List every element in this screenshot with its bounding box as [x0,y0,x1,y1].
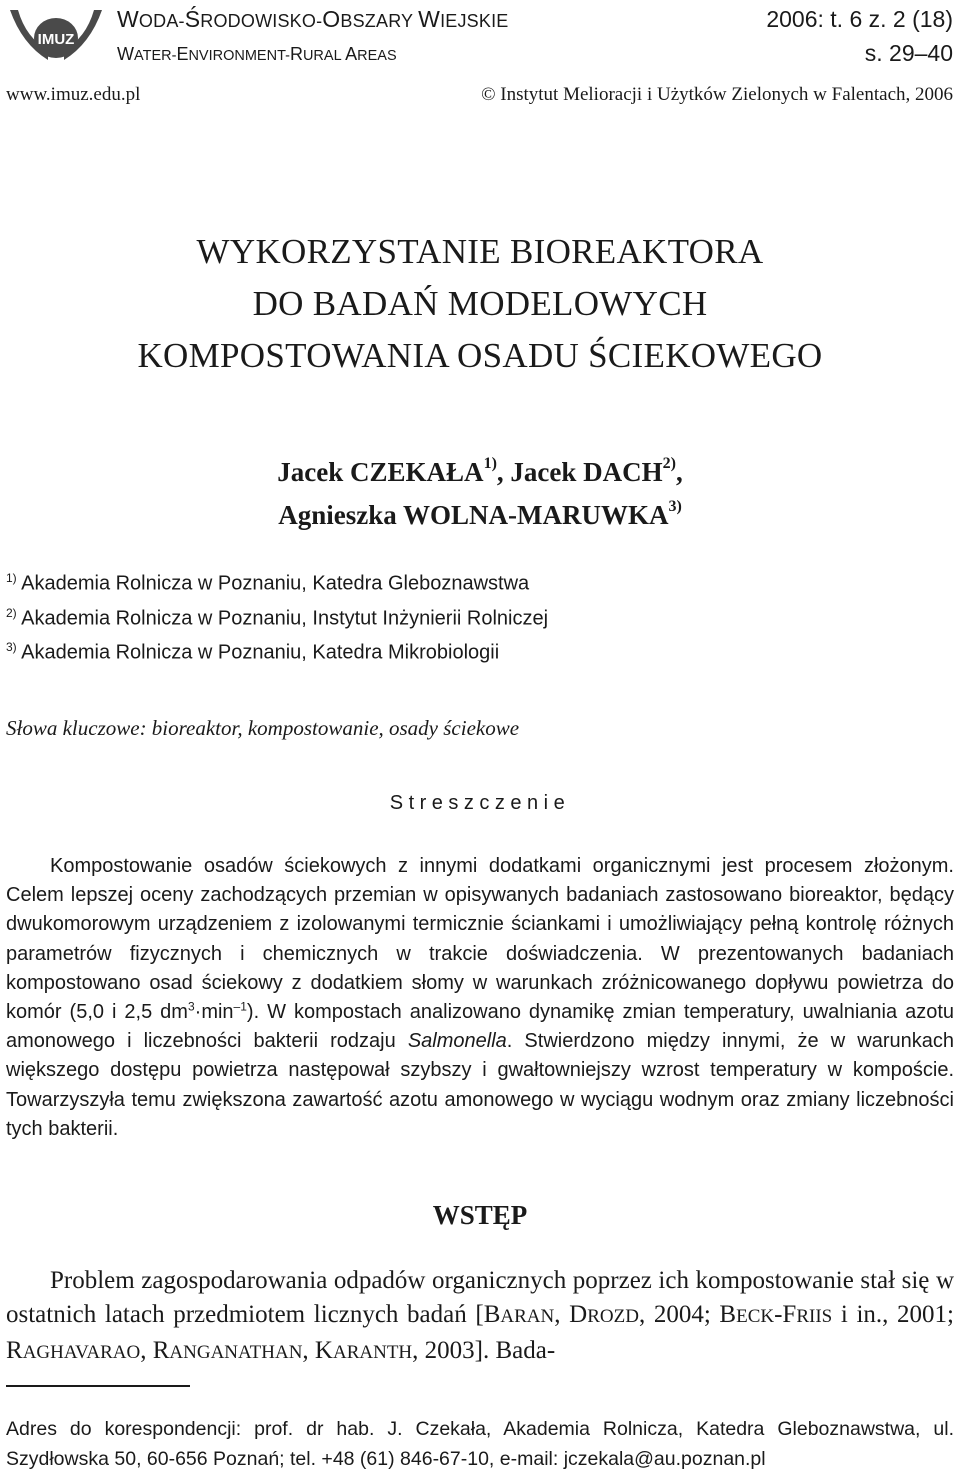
footnote-rule [6,1385,190,1387]
affiliation-item: $^{3)}$ Akademia Rolnicza w Poznaniu, Katedra Mikrobiologii [6,640,500,664]
author-line-2 [0,491,960,534]
title-line: DO BADAŃ MODELOWYCH [252,284,708,323]
affiliation-item: $^{1)}$ Akademia Rolnicza w Poznaniu, Katedra Gleboznawstwa [6,571,530,595]
abstract-heading: Streszczenie [389,792,571,814]
title-line: WYKORZYSTANIE BIOREAKTORA [196,232,764,271]
section-heading: WSTĘP [432,1200,528,1230]
author-name: Jacek DACH [510,457,663,487]
affiliations [6,564,548,668]
intro-paragraph: Problem zagospodarowania odpadów organicznych poprzez ich kompostowanie stał się w ostatnich latach przedmiotem licznych badań [BARAN, DROZD, 2004; BECK-FRIIS i in., 2001; RAGHAVARAO, RANGANATHAN, KARANTH, 2003]. Bada- [6,1267,954,1364]
imuz-logo [8,4,104,62]
affiliation-item: $^{2)}$ Akademia Rolnicza w Poznaniu, Instytut Inżynierii Rolniczej [6,605,549,630]
keywords: Słowa kluczowe: bioreaktor, kompostowanie, osady ściekowe [6,716,520,740]
affiliation-marker: 2) [662,455,676,472]
title-line: KOMPOSTOWANIA OSADU ŚCIEKOWEGO [137,336,823,375]
correspondence-address: Adres do korespondencji: prof. dr hab. J. Czekała, Akademia Rolnicza, Katedra Gleboznawstwa, ul. Szydłowska 50, 60-656 Poznań; tel. +48 (61) 846-67-10, e-mail: jczekala@au.poznan.pl [6,1418,954,1470]
issue-info: 2006: t. 6 z. 2 (18) [766,6,953,32]
affiliation-marker: 3) [668,498,682,515]
author-list [0,448,960,534]
author-line-1: Jacek CZEKAŁA$^{1)}$, Jacek DACH$^{2)}$, [277,455,683,487]
author-name: Agnieszka WOLNA-MARUWKA [278,500,669,530]
abstract-text: Kompostowanie osadów ściekowych z innymi dodatkami organicznymi jest procesem złożonym. Celem lepszej oceny zachodzących przemian w opisywanych badaniach zastosowano bioreaktor, będący dwukomorowym urządzeniem z izolowanymi termicznie ściankami i umożliwiający pełną kontrolę różnych parametrów fizycznych i chemicznych w trakcie doświadczenia. W prezentowanych badaniach kompostowano osad ściekowy z dodatkiem słomy w warunkach zróżnicowanego dopływu powietrza do komór (5,0 i 2,5 $dm^3\cdot\min^{-1}$). W kompostach analizowano dynamikę zmian temperatury, uwalniania azotu amonowego i liczebności bakterii rodzaju Salmonella. Stwierdzono między innymi, że w warunkach większego dostępu powietrza następował szybszy i gwałtowniejszy wzrost temperatury w kompoście. Towarzyszyła temu zwiększona zawartość azotu amonowego w wyciągu wodnym oraz zmiany liczebności tych bakterii. [6,855,954,1140]
journal-url[interactable]: www.imuz.edu.pl [6,84,141,105]
journal-title-pl: WODA-ŚRODOWISKO-OBSZARY WIEJSKIE [117,6,509,32]
affiliation-marker: 1) [483,455,497,472]
page-range: s. 29–40 [864,40,953,66]
article-title [0,226,960,382]
journal-title-en: WATER-ENVIRONMENT-RURAL AREAS [117,44,397,64]
logo-text: IMUZ [37,31,75,48]
italic-genus: Salmonella [407,1030,507,1053]
author-name: Jacek CZEKAŁA [277,457,484,487]
copyright-notice: © Instytut Melioracji i Użytków Zielonych w Falentach, 2006 [481,84,953,105]
